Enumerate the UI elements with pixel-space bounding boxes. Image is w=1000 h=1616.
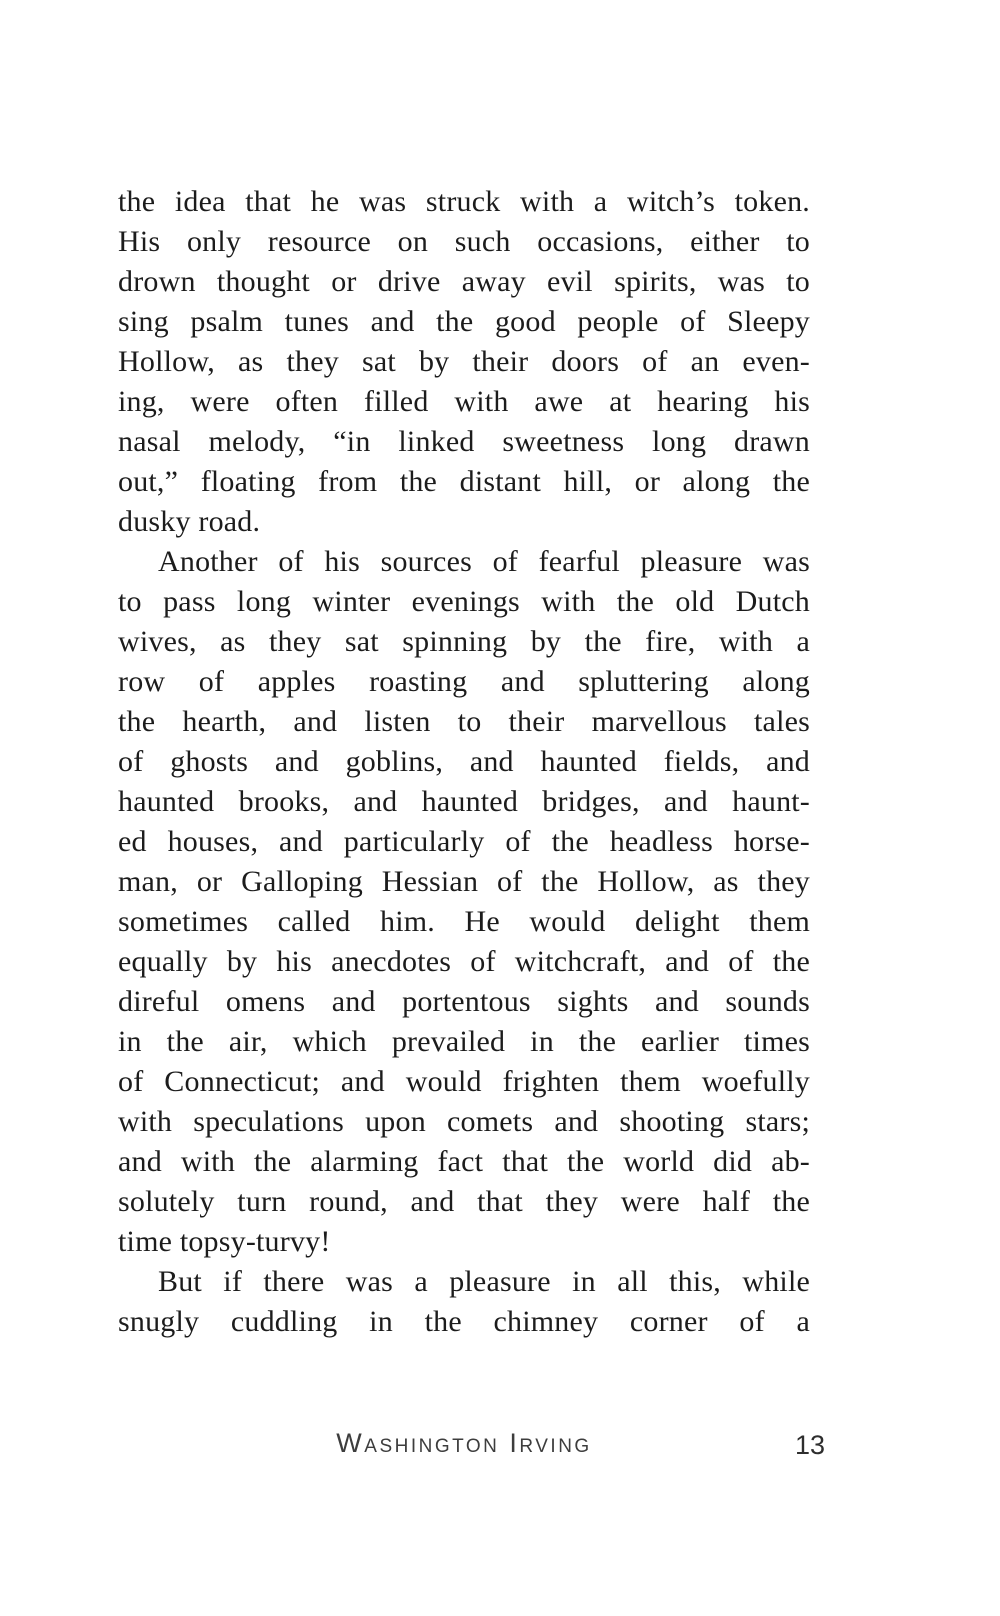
text-line: nasal melody, “in linked sweetness long drawn [118,425,810,458]
text-line: out,” floating from the distant hill, or along the [118,465,810,498]
text-line: with speculations upon comets and shooting stars; [118,1105,810,1138]
text-line: ed houses, and particularly of the headless horse- [118,825,810,858]
text-line: haunted brooks, and haunted bridges, and haunt- [118,785,810,818]
text-line: solutely turn round, and that they were half the [118,1185,810,1218]
running-footer [118,1428,810,1459]
text-line: equally by his anecdotes of witchcraft, and of the [118,945,810,978]
text-line: ing, were often filled with awe at hearing his [118,385,810,418]
text-line: direful omens and portentous sights and sounds [118,985,810,1018]
text-line: man, or Galloping Hessian of the Hollow, as they [118,865,810,898]
footer-author-name: Washington Irving [336,1428,592,1458]
text-line: drown thought or drive away evil spirits, was to [118,265,810,298]
text-line: snugly cuddling in the chimney corner of a [118,1305,810,1338]
text-line: to pass long winter evenings with the old Dutch [118,585,810,618]
text-line-paragraph-start: Another of his sources of fearful pleasure was [158,545,810,578]
text-line: of Connecticut; and would frighten them woefully [118,1065,810,1098]
text-line: sometimes called him. He would delight them [118,905,810,938]
text-line: and with the alarming fact that the world did ab- [118,1145,810,1178]
page-number: 13 [794,1430,826,1460]
text-line: the hearth, and listen to their marvellous tales [118,705,810,738]
text-line: Hollow, as they sat by their doors of an even- [118,345,810,378]
text-line-paragraph-start: But if there was a pleasure in all this, while [158,1265,810,1298]
text-line: in the air, which prevailed in the earlier times [118,1025,810,1058]
text-line: of ghosts and goblins, and haunted fields, and [118,745,810,778]
text-line: time topsy-turvy! [118,1225,331,1258]
text-line: dusky road. [118,505,261,538]
text-line: wives, as they sat spinning by the fire, with a [118,625,810,658]
text-line: row of apples roasting and spluttering along [118,665,810,698]
body-text [118,182,810,1342]
text-line: the idea that he was struck with a witch’s token. [118,185,810,218]
text-line: sing psalm tunes and the good people of Sleepy [118,305,810,338]
text-line: His only resource on such occasions, either to [118,225,810,258]
